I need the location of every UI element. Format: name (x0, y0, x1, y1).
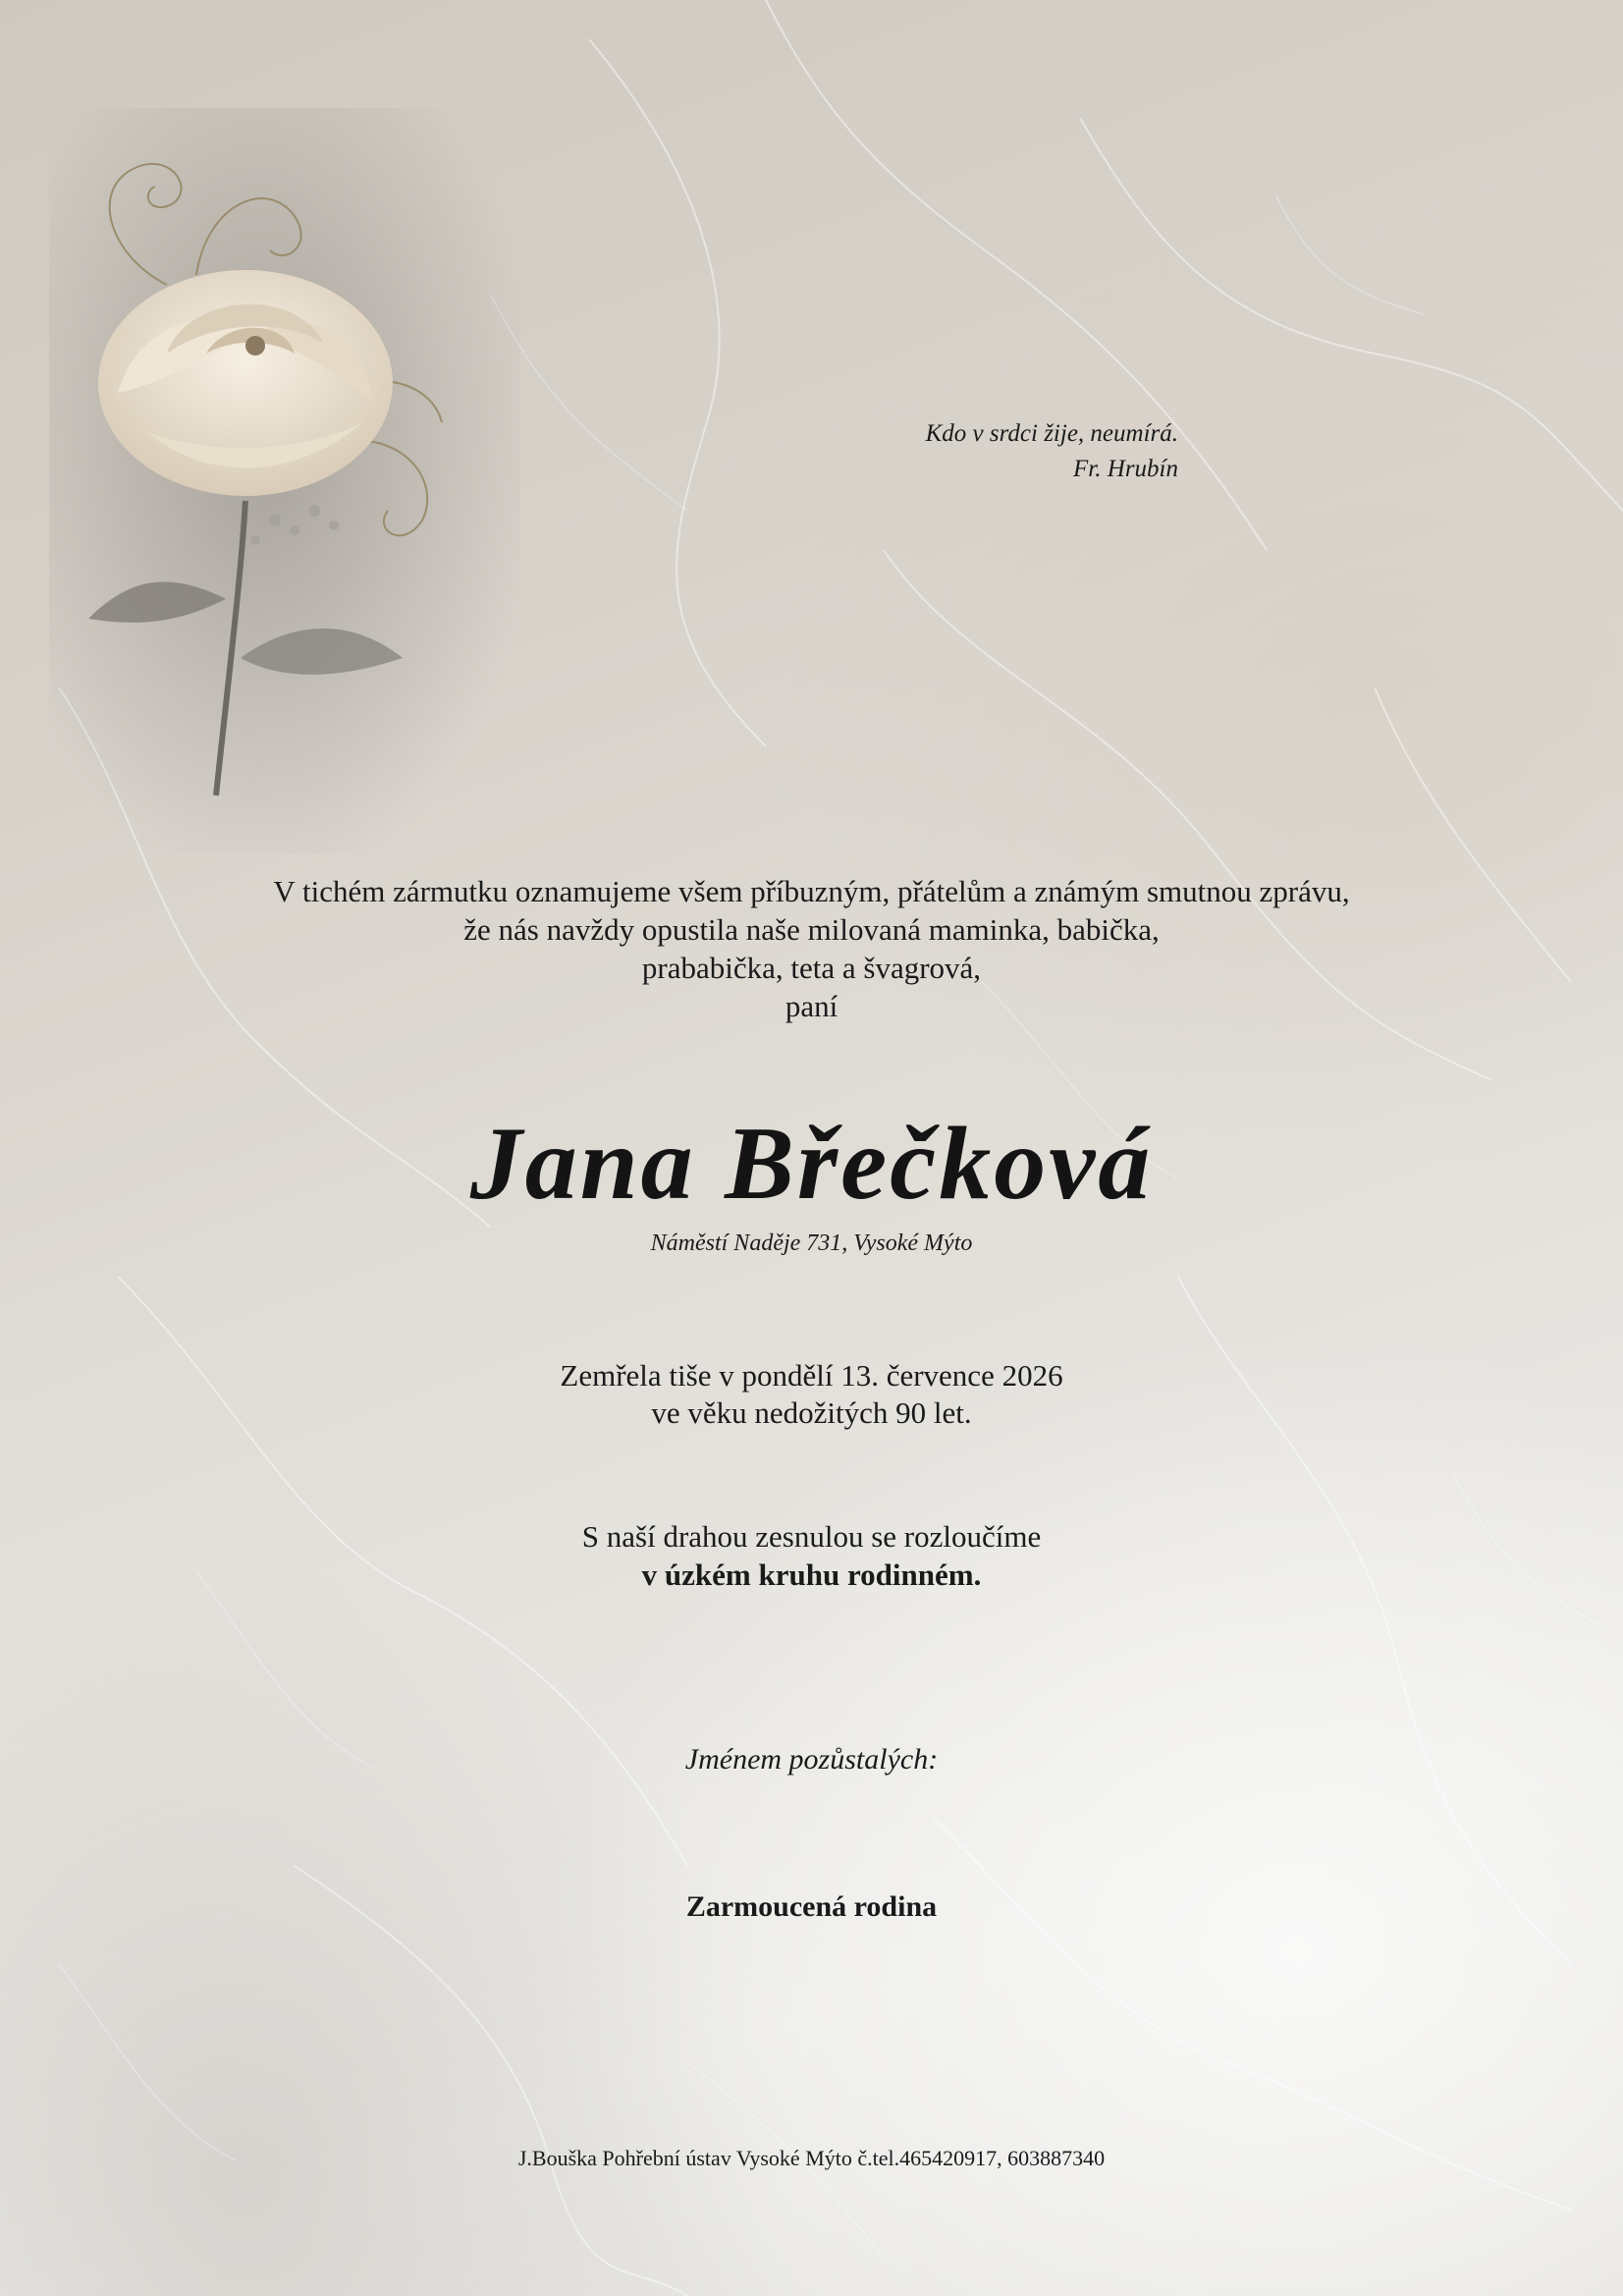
announcement-line: V tichém zármutku oznamujeme všem příbuzným, přátelům a známým smutnou zprávu, (273, 874, 1350, 908)
farewell-circle: v úzkém kruhu rodinném. (641, 1558, 982, 1592)
farewell-notice (147, 1517, 1476, 1594)
announcement-line: že nás navždy opustila naše milovaná maminka, babička, (463, 912, 1160, 947)
announcement-line: paní (784, 989, 839, 1023)
on-behalf-label: Jménem pozůstalých: (684, 1743, 939, 1776)
motto-line: Kdo v srdci žije, neumírá. (925, 420, 1178, 447)
motto-author: Fr. Hrubín (1073, 456, 1178, 482)
deceased-name: Jana Břečková (469, 1106, 1154, 1221)
motto (785, 416, 1178, 487)
death-age: ve věku nedožitých 90 let. (651, 1395, 972, 1430)
announcement (147, 872, 1476, 1025)
death-date: Zemřela tiše v pondělí 13. července 2026 (560, 1358, 1063, 1393)
funeral-home-footer: J.Bouška Pohřební ústav Vysoké Mýto č.tel.465420917, 603887340 (517, 2146, 1106, 2170)
rose-icon (49, 108, 520, 854)
announcement-line: prababička, teta a švagrová, (641, 951, 982, 985)
death-notice (147, 1357, 1476, 1432)
family-signature: Zarmoucená rodina (685, 1890, 938, 1923)
farewell-line: S naší drahou zesnulou se rozloučíme (581, 1519, 1042, 1554)
deceased-address: Náměstí Naděje 731, Vysoké Mýto (650, 1230, 973, 1256)
